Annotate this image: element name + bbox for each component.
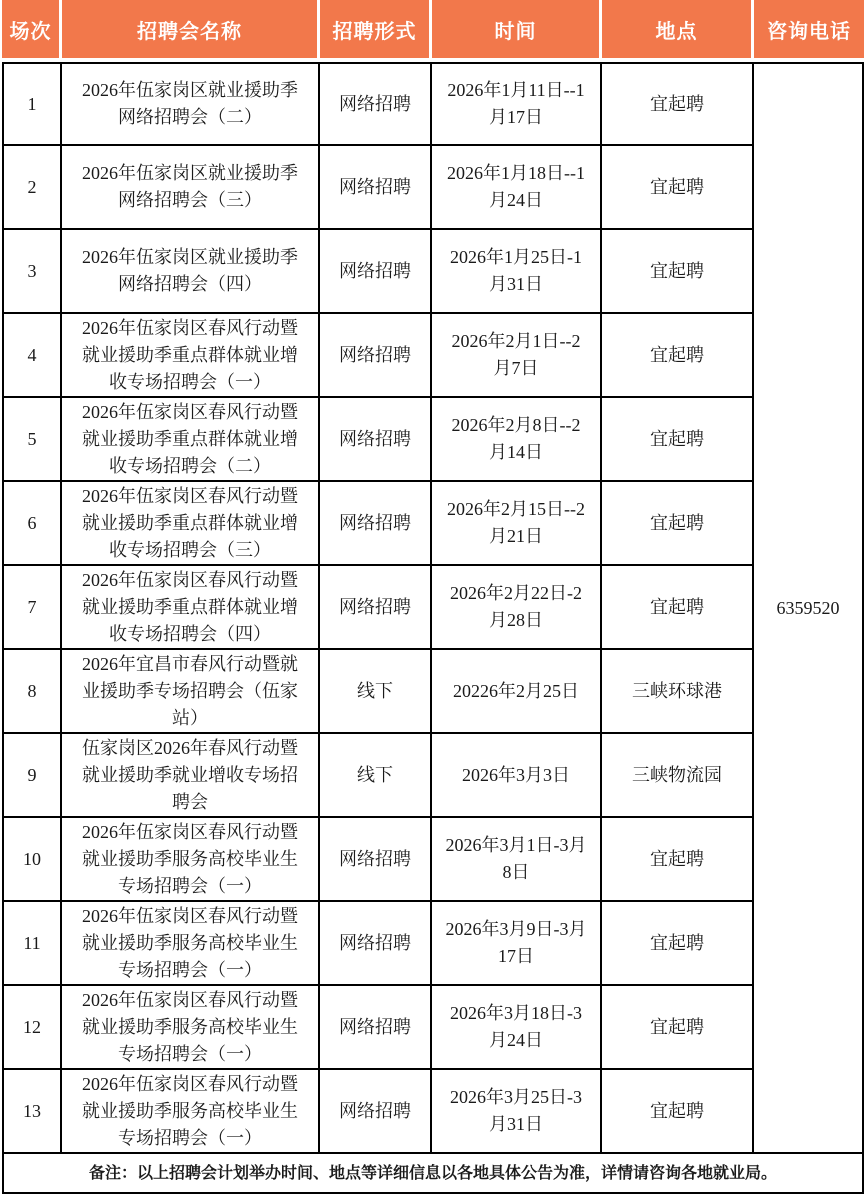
session-number: 6	[2, 482, 62, 566]
fair-place: 宜起聘	[602, 902, 754, 986]
session-number: 9	[2, 734, 62, 818]
header-place: 地点	[602, 0, 754, 62]
fair-time: 2026年1月11日--1月17日	[432, 62, 602, 146]
session-number: 4	[2, 314, 62, 398]
fair-place: 宜起聘	[602, 62, 754, 146]
fair-name: 2026年宜昌市春风行动暨就业援助季专场招聘会（伍家站）	[62, 650, 320, 734]
fair-time: 2026年2月22日-2月28日	[432, 566, 602, 650]
session-number: 13	[2, 1070, 62, 1154]
fair-place: 宜起聘	[602, 566, 754, 650]
session-number: 5	[2, 398, 62, 482]
table-row	[2, 986, 864, 1070]
session-number: 2	[2, 146, 62, 230]
note-row	[2, 1154, 864, 1194]
fair-form: 网络招聘	[320, 1070, 432, 1154]
header-fair-form: 招聘形式	[320, 0, 432, 62]
fair-name: 2026年伍家岗区春风行动暨就业援助季重点群体就业增收专场招聘会（三）	[62, 482, 320, 566]
fair-time: 2026年3月25日-3月31日	[432, 1070, 602, 1154]
fair-form: 网络招聘	[320, 146, 432, 230]
fair-time: 2026年2月8日--2月14日	[432, 398, 602, 482]
session-number: 3	[2, 230, 62, 314]
fair-form: 网络招聘	[320, 566, 432, 650]
table-row	[2, 398, 864, 482]
fair-time: 2026年1月25日-1月31日	[432, 230, 602, 314]
fair-name: 2026年伍家岗区春风行动暨就业援助季服务高校毕业生专场招聘会（一）	[62, 818, 320, 902]
table-row	[2, 230, 864, 314]
fair-time: 2026年3月18日-3月24日	[432, 986, 602, 1070]
fair-name: 2026年伍家岗区春风行动暨就业援助季重点群体就业增收专场招聘会（二）	[62, 398, 320, 482]
fair-time: 2026年3月1日-3月8日	[432, 818, 602, 902]
header-consult-phone: 咨询电话	[754, 0, 864, 62]
header-row	[2, 0, 864, 62]
table-row	[2, 62, 864, 146]
table-row	[2, 818, 864, 902]
consult-phone-cell: 6359520	[754, 62, 864, 1154]
fair-form: 网络招聘	[320, 314, 432, 398]
table-row	[2, 1070, 864, 1154]
fair-form: 网络招聘	[320, 230, 432, 314]
header-time: 时间	[432, 0, 602, 62]
table-row	[2, 902, 864, 986]
table-row	[2, 566, 864, 650]
fair-place: 宜起聘	[602, 818, 754, 902]
table-row	[2, 314, 864, 398]
session-number: 1	[2, 62, 62, 146]
session-number: 7	[2, 566, 62, 650]
fair-name: 2026年伍家岗区春风行动暨就业援助季重点群体就业增收专场招聘会（一）	[62, 314, 320, 398]
fair-time: 2026年3月3日	[432, 734, 602, 818]
fair-name: 2026年伍家岗区就业援助季网络招聘会（四）	[62, 230, 320, 314]
note-text: 备注：以上招聘会计划举办时间、地点等详细信息以各地具体公告为准，详情请咨询各地就业局。	[2, 1154, 864, 1194]
table-row	[2, 650, 864, 734]
session-number: 8	[2, 650, 62, 734]
fair-name: 2026年伍家岗区就业援助季网络招聘会（三）	[62, 146, 320, 230]
fair-time: 2026年2月15日--2月21日	[432, 482, 602, 566]
session-number: 11	[2, 902, 62, 986]
table-row	[2, 146, 864, 230]
fair-form: 线下	[320, 734, 432, 818]
fair-place: 宜起聘	[602, 482, 754, 566]
fair-place: 宜起聘	[602, 986, 754, 1070]
fair-form: 网络招聘	[320, 818, 432, 902]
session-number: 10	[2, 818, 62, 902]
table-row	[2, 482, 864, 566]
fair-form: 网络招聘	[320, 902, 432, 986]
fair-place: 宜起聘	[602, 230, 754, 314]
fair-time: 2026年2月1日--2月7日	[432, 314, 602, 398]
fair-time: 2026年1月18日--1月24日	[432, 146, 602, 230]
fair-place: 三峡环球港	[602, 650, 754, 734]
fair-time: 20226年2月25日	[432, 650, 602, 734]
fair-form: 网络招聘	[320, 398, 432, 482]
fair-name: 2026年伍家岗区春风行动暨就业援助季服务高校毕业生专场招聘会（一）	[62, 986, 320, 1070]
fair-form: 网络招聘	[320, 62, 432, 146]
header-session: 场次	[2, 0, 62, 62]
fair-time: 2026年3月9日-3月17日	[432, 902, 602, 986]
table-header	[2, 0, 864, 62]
table-body	[2, 62, 864, 1154]
fair-name: 伍家岗区2026年春风行动暨就业援助季就业增收专场招聘会	[62, 734, 320, 818]
fair-form: 网络招聘	[320, 482, 432, 566]
fair-name: 2026年伍家岗区就业援助季网络招聘会（二）	[62, 62, 320, 146]
fair-place: 宜起聘	[602, 146, 754, 230]
fair-form: 网络招聘	[320, 986, 432, 1070]
header-fair-name: 招聘会名称	[62, 0, 320, 62]
fair-name: 2026年伍家岗区春风行动暨就业援助季服务高校毕业生专场招聘会（一）	[62, 902, 320, 986]
fair-name: 2026年伍家岗区春风行动暨就业援助季重点群体就业增收专场招聘会（四）	[62, 566, 320, 650]
fair-place: 三峡物流园	[602, 734, 754, 818]
fair-name: 2026年伍家岗区春风行动暨就业援助季服务高校毕业生专场招聘会（一）	[62, 1070, 320, 1154]
fair-place: 宜起聘	[602, 1070, 754, 1154]
table-row	[2, 734, 864, 818]
fair-place: 宜起聘	[602, 314, 754, 398]
recruitment-schedule-table	[2, 0, 864, 1194]
fair-place: 宜起聘	[602, 398, 754, 482]
session-number: 12	[2, 986, 62, 1070]
fair-form: 线下	[320, 650, 432, 734]
